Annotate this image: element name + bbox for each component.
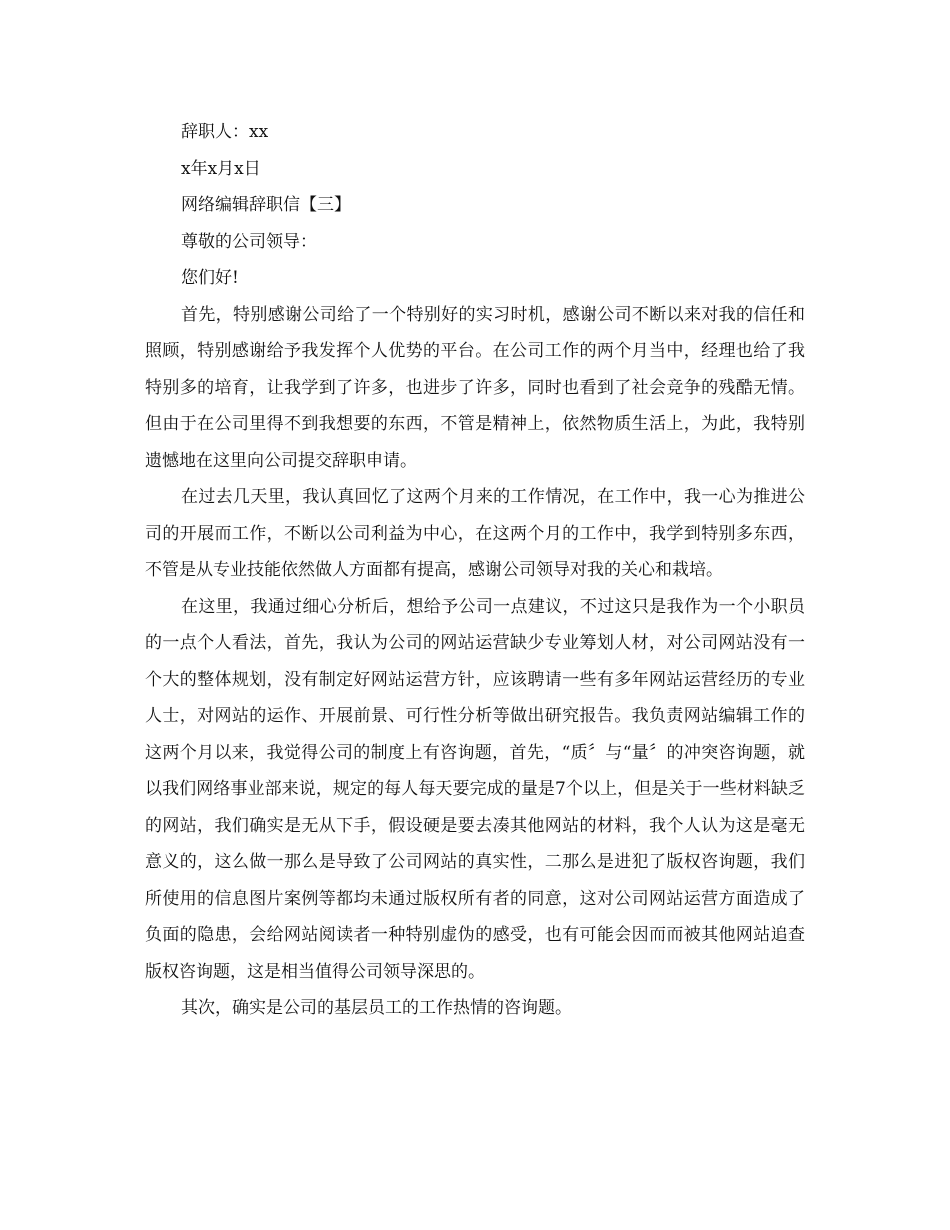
- letter-title: 网络编辑辞职信【三】: [181, 195, 351, 215]
- body-paragraph: 在这里，我通过细心分析后，想给予公司一点建议，不过这只是我作为一个小职员的一点个人看法，首先，我认为公司的网站运营缺少专业筹划人材，对公司网站没有一个大的整体规划，没有制定好网站运营方针，应该聘请一些有多年网站运营经历的专业人士，对网站的运作、开展前景、可行性分析等做出研究报告。我负责网站编辑工作的这两个月以来，我觉得公司的制度上有咨询题，首先，“质〞与“量〞的冲突咨询题，就以我们网络事业部来说，规定的每人每天要完成的量是7个以上，但是关于一些材料缺乏的网站，我们确实是无从下手，假设硬是要去凑其他网站的材料，我个人认为这是毫无意义的，这么做一那么是导致了公司网站的真实性，二那么是进犯了版权咨询题，我们所使用的信息图片案例等都均未通过版权所有者的同意，这对公司网站运营方面造成了负面的隐患，会给网站阅读者一种特别虚伪的感受，也有可能会因而而被其他网站追查版权咨询题，这是相当值得公司领导深思的。: [145, 596, 805, 982]
- greeting: 您们好!: [181, 268, 239, 288]
- letter-body: [145, 114, 805, 1027]
- body-paragraph: 首先，特别感谢公司给了一个特别好的实习时机，感谢公司不断以来对我的信任和照顾，特别感谢给予我发挥个人优势的平台。在公司工作的两个月当中，经理也给了我特别多的培育，让我学到了许多，也进步了许多，同时也看到了社会竞争的残酷无情。但由于在公司里得不到我想要的东西，不管是精神上，依然物质生活上，为此，我特别遗憾地在这里向公司提交辞职申请。: [145, 304, 805, 471]
- salutation: 尊敬的公司领导：: [181, 231, 317, 252]
- signature-line: 辞职人：xx: [181, 122, 269, 142]
- body-paragraph: 在过去几天里，我认真回忆了这两个月来的工作情况，在工作中，我一心为推进公司的开展而工作，不断以公司利益为中心，在这两个月的工作中，我学到特别多东西，不管是从专业技能依然做人方面都有提高，感谢公司领导对我的关心和栽培。: [145, 487, 805, 580]
- body-paragraph: 其次，确实是公司的基层员工的工作热情的咨询题。: [181, 998, 572, 1018]
- date-line: x年x月x日: [181, 158, 261, 179]
